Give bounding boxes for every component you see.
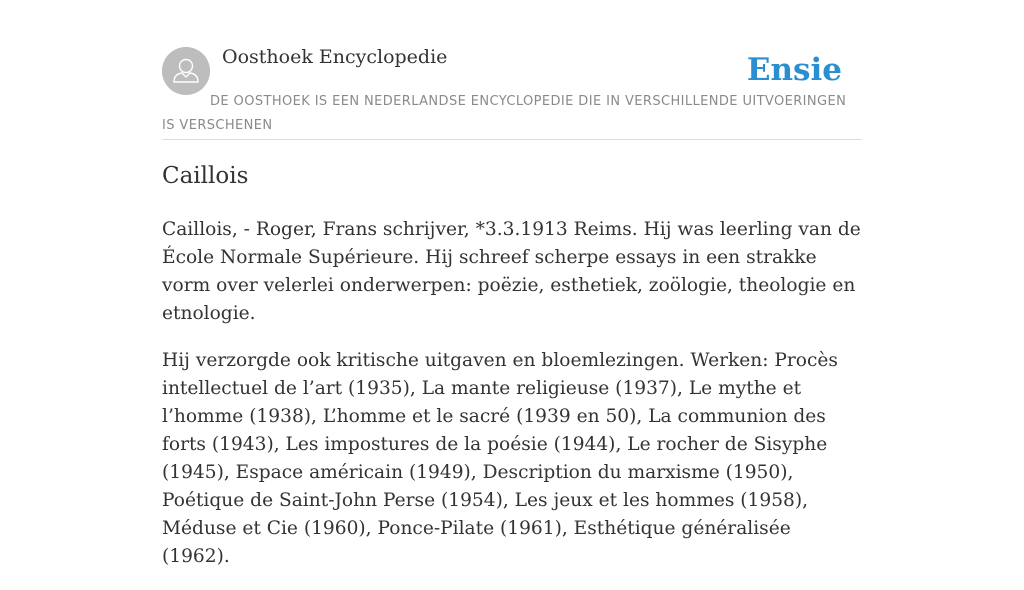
article-paragraph: Hij verzorgde ook kritische uitgaven en bloemlezingen. Werken: Procès intellectuel de l’art (1935), La mante religieuse (1937), Le mythe et l’homme (1938), L’homme et le sacré (1939 en 50), La communion des forts (1943), Les impostures de la poésie (1944), Le rocher de Sisyphe (1945), Espace américain (1949), Description du marxisme (1950), Poétique de Saint-John Perse (1954), Les jeux et les hommes (1958), Méduse et Cie (1960), Ponce-Pilate (1961), Esthétique généralisée (1962). bbox=[162, 350, 838, 567]
article-paragraph: Caillois, - Roger, Frans schrijver, *3.3.1913 Reims. Hij was leerling van de École Normale Supérieure. Hij schreef scherpe essays in een strakke vorm over velerlei onderwerpen: poëzie, esthetiek, zoölogie, theologie en etnologie. bbox=[162, 219, 861, 324]
site-header bbox=[162, 0, 862, 140]
site-name-link[interactable]: Oosthoek Encyclopedie bbox=[222, 46, 448, 68]
page-container bbox=[162, 0, 862, 567]
article-body bbox=[162, 216, 862, 590]
user-icon[interactable] bbox=[162, 47, 210, 95]
ensie-logo-link[interactable]: Ensie bbox=[746, 52, 842, 88]
article-title: Caillois bbox=[162, 163, 249, 189]
site-tagline: DE OOSTHOEK IS EEN NEDERLANDSE ENCYCLOPEDIE DIE IN VERSCHILLENDE UITVOERINGEN IS VERSCHENEN bbox=[162, 94, 847, 133]
